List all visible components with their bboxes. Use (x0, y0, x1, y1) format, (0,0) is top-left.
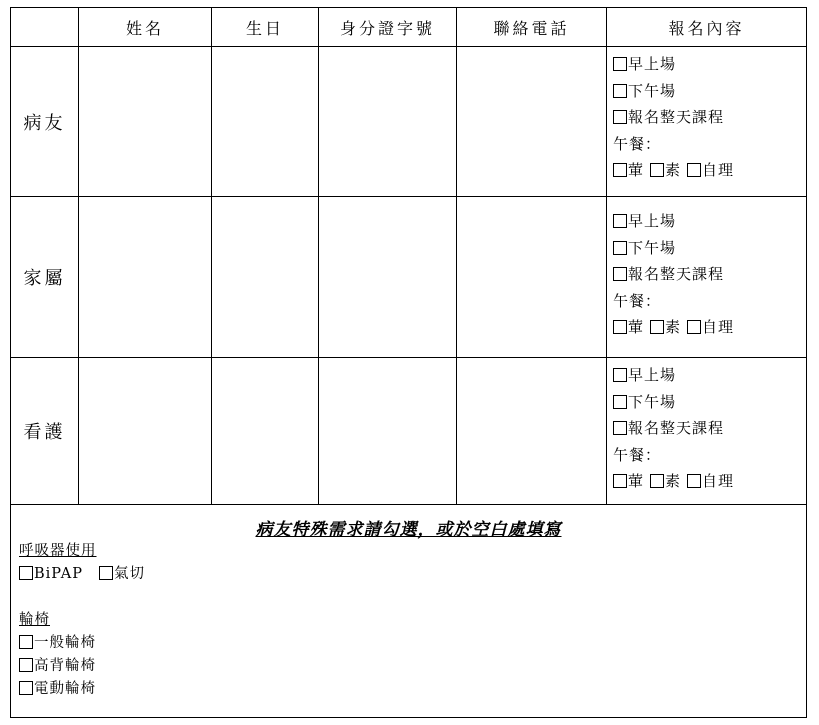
id-number-field[interactable] (319, 358, 457, 505)
phone-field[interactable] (457, 47, 607, 197)
option-afternoon[interactable]: 下午場 (613, 78, 806, 105)
checkbox[interactable] (613, 421, 627, 435)
checkbox[interactable] (613, 110, 627, 124)
role-label: 病友 (11, 47, 79, 197)
option-veg[interactable]: 素 (650, 161, 681, 179)
lunch-label: 午餐： (613, 134, 662, 153)
header-name: 姓名 (79, 8, 212, 47)
registration-options (607, 358, 807, 505)
checkbox[interactable] (613, 368, 627, 382)
name-field[interactable] (79, 197, 212, 358)
option-veg[interactable]: 素 (650, 318, 681, 336)
option-full-day[interactable]: 報名整天課程 (613, 261, 806, 288)
checkbox[interactable] (613, 474, 627, 488)
table-row (11, 197, 807, 358)
option-veg[interactable]: 素 (650, 472, 681, 490)
option-morning[interactable]: 早上場 (613, 362, 806, 389)
table-row (11, 358, 807, 505)
special-needs-cell (11, 505, 807, 718)
checkbox[interactable] (99, 566, 113, 580)
registration-table (10, 7, 807, 718)
checkbox[interactable] (613, 214, 627, 228)
birthday-field[interactable] (212, 47, 319, 197)
option-meat[interactable]: 葷 (613, 472, 644, 490)
option-morning[interactable]: 早上場 (613, 208, 806, 235)
phone-field[interactable] (457, 358, 607, 505)
checkbox[interactable] (687, 474, 701, 488)
respirator-heading: 呼吸器使用 (19, 543, 97, 559)
option-self[interactable]: 自理 (687, 161, 734, 179)
option-morning[interactable]: 早上場 (613, 51, 806, 78)
checkbox[interactable] (613, 267, 627, 281)
respirator-options (19, 563, 806, 586)
lunch-label: 午餐： (613, 291, 662, 310)
lunch-options (613, 314, 806, 341)
registration-options (607, 47, 807, 197)
option-meat[interactable]: 葷 (613, 318, 644, 336)
checkbox[interactable] (650, 474, 664, 488)
id-number-field[interactable] (319, 47, 457, 197)
role-label: 看護 (11, 358, 79, 505)
checkbox[interactable] (19, 658, 33, 672)
option-full-day[interactable]: 報名整天課程 (613, 415, 806, 442)
option-meat[interactable]: 葷 (613, 161, 644, 179)
checkbox[interactable] (19, 635, 33, 649)
option-self[interactable]: 自理 (687, 472, 734, 490)
checkbox[interactable] (19, 681, 33, 695)
birthday-field[interactable] (212, 358, 319, 505)
checkbox[interactable] (650, 320, 664, 334)
option-wheelchair-regular[interactable]: 一般輪椅 (19, 632, 806, 655)
spacer (19, 586, 806, 609)
special-needs-row (11, 505, 807, 718)
name-field[interactable] (79, 47, 212, 197)
header-phone: 聯絡電話 (457, 8, 607, 47)
name-field[interactable] (79, 358, 212, 505)
checkbox[interactable] (613, 84, 627, 98)
header-birthday: 生日 (212, 8, 319, 47)
id-number-field[interactable] (319, 197, 457, 358)
table-row (11, 47, 807, 197)
registration-options (607, 197, 807, 358)
option-full-day[interactable]: 報名整天課程 (613, 104, 806, 131)
checkbox[interactable] (613, 163, 627, 177)
checkbox[interactable] (650, 163, 664, 177)
header-id-number: 身分證字號 (319, 8, 457, 47)
checkbox[interactable] (613, 395, 627, 409)
option-wheelchair-highback[interactable]: 高背輪椅 (19, 655, 806, 678)
checkbox[interactable] (687, 163, 701, 177)
option-self[interactable]: 自理 (687, 318, 734, 336)
checkbox[interactable] (19, 566, 33, 580)
wheelchair-heading: 輪椅 (19, 612, 50, 628)
special-needs-options (11, 540, 806, 701)
option-afternoon[interactable]: 下午場 (613, 235, 806, 262)
checkbox[interactable] (687, 320, 701, 334)
phone-field[interactable] (457, 197, 607, 358)
page-title (0, 0, 819, 4)
header-role (11, 8, 79, 47)
header-row (11, 8, 807, 47)
birthday-field[interactable] (212, 197, 319, 358)
option-tracheostomy[interactable]: 氣切 (99, 566, 145, 582)
option-bipap[interactable]: BiPAP (19, 566, 83, 582)
checkbox[interactable] (613, 57, 627, 71)
option-wheelchair-electric[interactable]: 電動輪椅 (19, 678, 806, 701)
option-afternoon[interactable]: 下午場 (613, 389, 806, 416)
lunch-label: 午餐： (613, 445, 662, 464)
header-registration: 報名內容 (607, 8, 807, 47)
role-label: 家屬 (11, 197, 79, 358)
special-needs-title: 病友特殊需求請勾選，或於空白處填寫 (255, 520, 562, 540)
lunch-options (613, 468, 806, 495)
lunch-options (613, 157, 806, 184)
checkbox[interactable] (613, 320, 627, 334)
checkbox[interactable] (613, 241, 627, 255)
